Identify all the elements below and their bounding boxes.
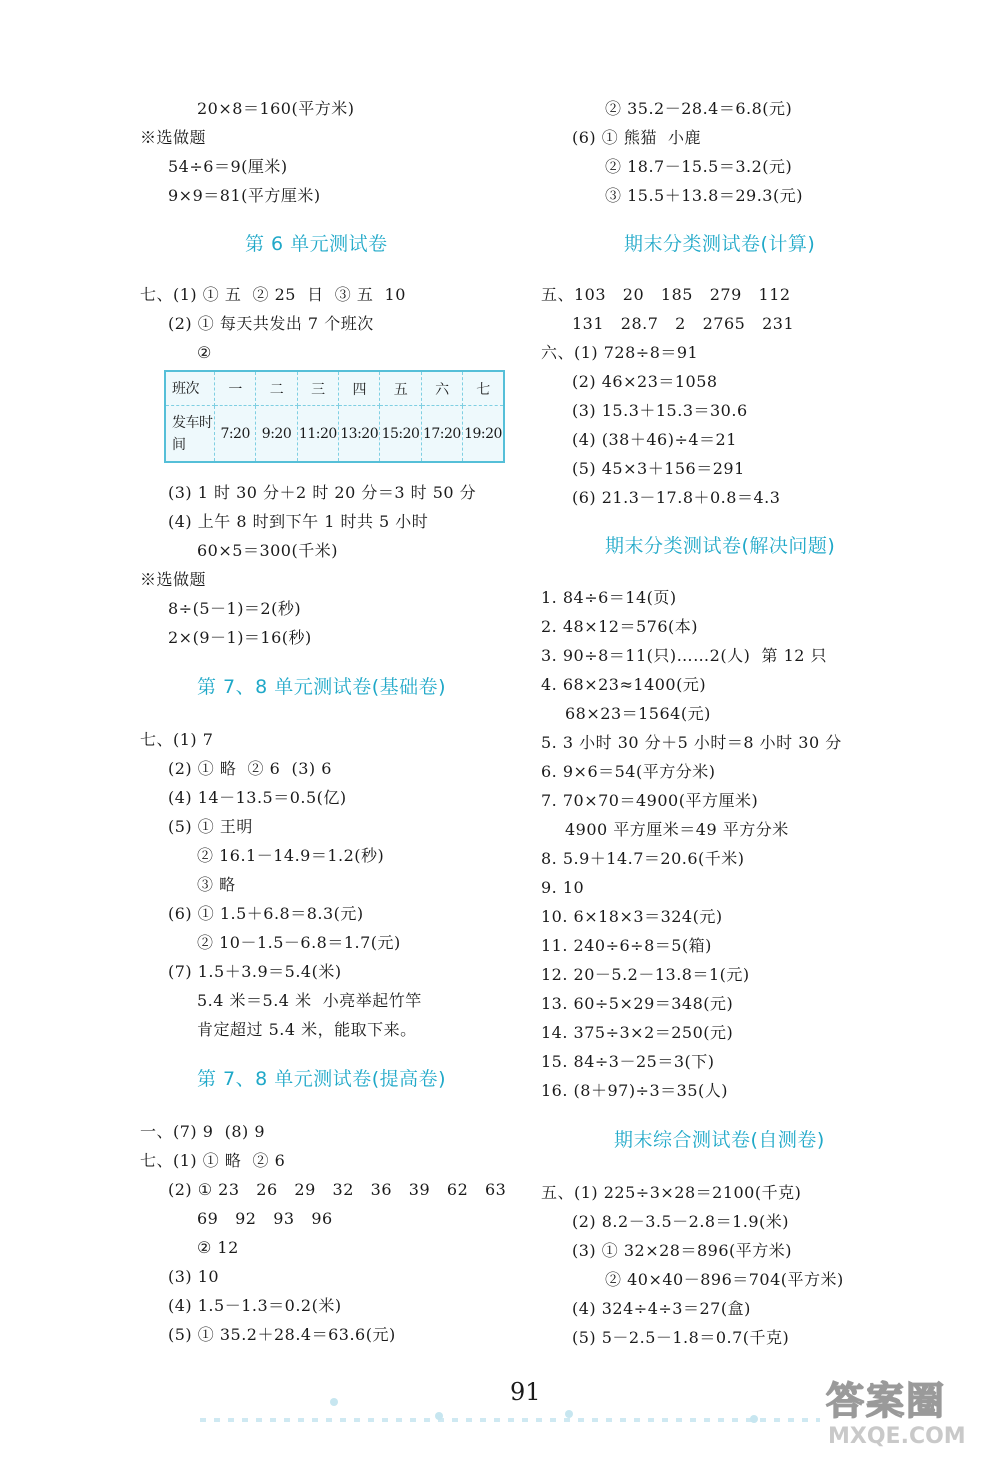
answer-line: (2) ① 略 ② 6 (3) 6 (168, 759, 332, 778)
answer-line: 54÷6＝9(厘米) (168, 157, 288, 176)
answer-line: (6) ① 1.5＋6.8＝8.3(元) (168, 904, 364, 923)
answer-line: 60×5＝300(千米) (197, 541, 338, 560)
answer-line: 9. 10 (541, 878, 585, 897)
answer-line: (4) 324÷4÷3＝27(盒) (572, 1299, 751, 1318)
schedule-shift: 六 (421, 371, 462, 406)
schedule-shift: 三 (297, 371, 338, 406)
schedule-shift-row (165, 371, 504, 406)
schedule-shift: 五 (380, 371, 421, 406)
answer-line: 肯定超过 5.4 米，能取下来。 (197, 1020, 417, 1039)
answer-line: ② 12 (197, 1238, 239, 1257)
schedule-time: 19:20 (463, 406, 504, 462)
answer-line: (3) 15.3＋15.3＝30.6 (572, 401, 748, 420)
answer-line: ② 18.7－15.5＝3.2(元) (605, 157, 793, 176)
answer-line: 4. 68×23≈1400(元) (541, 675, 707, 694)
answer-line: 5. 3 小时 30 分＋5 小时＝8 小时 30 分 (541, 733, 842, 752)
answer-line: (5) 5－2.5－1.8＝0.7(千克) (572, 1328, 790, 1347)
answer-line: 15. 84÷3－25＝3(下) (541, 1052, 715, 1071)
answer-line: 2×(9－1)＝16(秒) (168, 628, 312, 647)
decor-dot (565, 1410, 573, 1418)
answer-line: 3. 90÷8＝11(只)……2(人) 第 12 只 (541, 646, 828, 665)
section-heading: 第 7、8 单元测试卷(提高卷) (197, 1068, 447, 1090)
decor-dot (330, 1398, 338, 1406)
answer-line: 5.4 米＝5.4 米 小亮举起竹竿 (197, 991, 422, 1010)
schedule-shift: 七 (463, 371, 504, 406)
schedule-time: 17:20 (421, 406, 462, 462)
answer-line: (4) 14－13.5＝0.5(亿) (168, 788, 347, 807)
answer-line: 14. 375÷3×2＝250(元) (541, 1023, 734, 1042)
right-column (500, 0, 970, 1400)
answer-line: (3) ① 32×28＝896(平方米) (572, 1241, 792, 1260)
answer-line: 七、(1) ① 五 ② 25 日 ③ 五 10 (140, 285, 406, 304)
schedule-time-row (165, 406, 504, 462)
watermark-text: 答案圈 (826, 1379, 947, 1423)
answer-line: 6. 9×6＝54(平方分米) (541, 762, 716, 781)
answer-line: (4) (38＋46)÷4＝21 (572, 430, 737, 449)
answer-line: ※选做题 (140, 570, 207, 589)
answer-line: (5) 45×3＋156＝291 (572, 459, 745, 478)
answer-line: 六、(1) 728÷8＝91 (541, 343, 699, 362)
answer-line: (4) 上午 8 时到下午 1 时共 5 小时 (168, 512, 429, 531)
answer-line: (6) 21.3－17.8＋0.8＝4.3 (572, 488, 781, 507)
answer-line: 10. 6×18×3＝324(元) (541, 907, 723, 926)
schedule-row-header-shift: 班次 (165, 371, 215, 406)
answer-line: 一、(7) 9 (8) 9 (140, 1122, 266, 1141)
answer-line: (2) 46×23＝1058 (572, 372, 718, 391)
watermark-logo (826, 1370, 986, 1458)
answer-line: 8. 5.9＋14.7＝20.6(千米) (541, 849, 745, 868)
answer-line: 五、(1) 225÷3×28＝2100(千克) (541, 1183, 802, 1202)
answer-line: 12. 20－5.2－13.8＝1(元) (541, 965, 750, 984)
page-number: 91 (510, 1378, 541, 1406)
answer-line: (2) 8.2－3.5－2.8＝1.9(米) (572, 1212, 790, 1231)
schedule-row-header-time: 发车时间 (165, 406, 215, 462)
answer-line: 9×9＝81(平方厘米) (168, 186, 321, 205)
answer-line: 68×23＝1564(元) (565, 704, 711, 723)
answer-line: ③ 略 (197, 875, 236, 894)
schedule-time: 13:20 (339, 406, 380, 462)
footer-decoration (200, 1418, 820, 1422)
answer-line: ※选做题 (140, 128, 207, 147)
watermark-url: MXQE.COM (828, 1424, 966, 1449)
answer-line: 13. 60÷5×29＝348(元) (541, 994, 734, 1013)
answer-line: 7. 70×70＝4900(平方厘米) (541, 791, 759, 810)
answer-line: ③ 15.5＋13.8＝29.3(元) (605, 186, 803, 205)
answer-line: ② 35.2－28.4＝6.8(元) (605, 99, 793, 118)
answer-line: 七、(1) 7 (140, 730, 214, 749)
schedule-time: 11:20 (297, 406, 338, 462)
answer-line: 七、(1) ① 略 ② 6 (140, 1151, 286, 1170)
answer-line: (3) 10 (168, 1267, 220, 1286)
section-heading: 期末分类测试卷(解决问题) (605, 535, 836, 557)
answer-line: (4) 1.5－1.3＝0.2(米) (168, 1296, 342, 1315)
schedule-shift: 四 (339, 371, 380, 406)
answer-line: (2) ① 23 26 29 32 36 39 62 63 (168, 1180, 507, 1199)
section-heading: 期末综合测试卷(自测卷) (614, 1129, 825, 1151)
answer-line: 1. 84÷6＝14(页) (541, 588, 677, 607)
answer-line: (6) ① 熊猫 小鹿 (572, 128, 702, 147)
schedule-time: 9:20 (256, 406, 297, 462)
answer-line: ② 16.1－14.9＝1.2(秒) (197, 846, 385, 865)
answer-line: (2) ① 每天共发出 7 个班次 (168, 314, 374, 333)
answer-line: 2. 48×12＝576(本) (541, 617, 699, 636)
section-heading: 第 7、8 单元测试卷(基础卷) (197, 676, 447, 698)
decor-dot (435, 1412, 443, 1420)
schedule-time: 7:20 (215, 406, 256, 462)
bus-schedule-table (164, 370, 505, 463)
answer-line: (5) ① 35.2＋28.4＝63.6(元) (168, 1325, 396, 1344)
schedule-shift: 一 (215, 371, 256, 406)
answer-line: (5) ① 王明 (168, 817, 253, 836)
section-heading: 期末分类测试卷(计算) (624, 233, 816, 255)
answer-line: 20×8＝160(平方米) (197, 99, 355, 118)
answer-line: ② (197, 343, 212, 362)
answer-line: ② 10－1.5－6.8＝1.7(元) (197, 933, 401, 952)
answer-line: ② 40×40－896＝704(平方米) (605, 1270, 844, 1289)
answer-line: 131 28.7 2 2765 231 (572, 314, 795, 333)
answer-line: 4900 平方厘米＝49 平方分米 (565, 820, 789, 839)
schedule-time: 15:20 (380, 406, 421, 462)
answer-line: 69 92 93 96 (197, 1209, 333, 1228)
schedule-shift: 二 (256, 371, 297, 406)
answer-line: 8÷(5－1)＝2(秒) (168, 599, 302, 618)
section-heading: 第 6 单元测试卷 (245, 233, 388, 255)
answer-line: (7) 1.5＋3.9＝5.4(米) (168, 962, 342, 981)
answer-line: (3) 1 时 30 分＋2 时 20 分＝3 时 50 分 (168, 483, 477, 502)
answer-line: 五、103 20 185 279 112 (541, 285, 791, 304)
decor-dot (750, 1415, 758, 1423)
answer-line: 11. 240÷6÷8＝5(箱) (541, 936, 712, 955)
answer-line: 16. (8＋97)÷3＝35(人) (541, 1081, 728, 1100)
